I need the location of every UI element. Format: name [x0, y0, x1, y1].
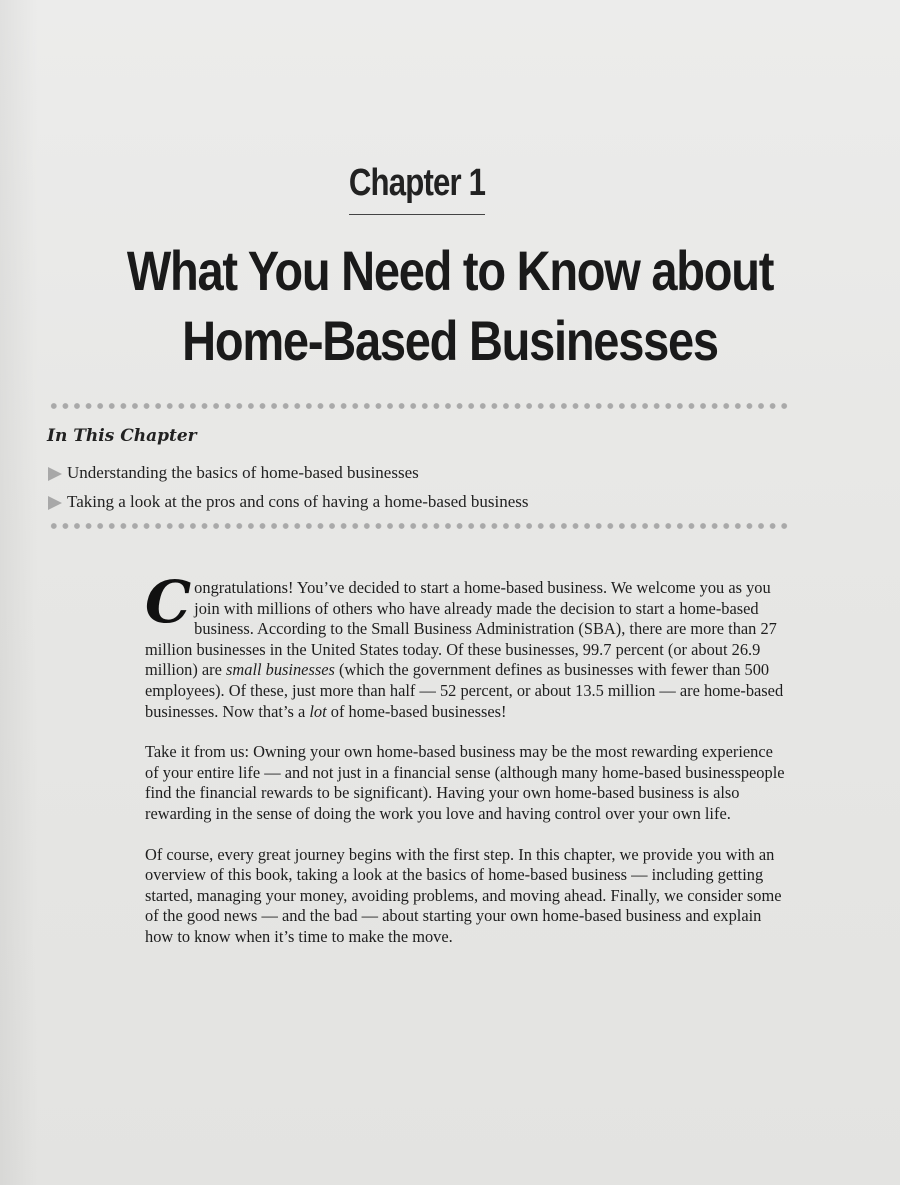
paragraph-1-text-a: ongratulations! You’ve decided to start a home-based business. We welcome you as you join with millions of others who have already made the decision to start a home-based business. According to the Small Business Administration (SBA), there are more than 27 million businesses in the United States today. Of these businesses, 99.7 percent (or about 26.9 million) are [145, 578, 777, 680]
paragraph-1-italic-lot: lot [309, 701, 327, 721]
list-item [48, 487, 528, 516]
body-text [145, 568, 790, 968]
chapter-topics-list [48, 458, 528, 516]
chapter-label: Chapter 1 [348, 162, 486, 204]
paragraph-1-text-b: (which the government defines as businesses with fewer than 500 employees). Of these, just more than half — 52 percent, or about 13.5 million — are home-based businesses. Now that’s a [145, 660, 784, 721]
list-item-text: Taking a look at the pros and cons of having a home-based business [67, 491, 529, 511]
paragraph-1-italic-small-businesses: small businesses [226, 660, 335, 680]
in-this-chapter-heading: In This Chapter [47, 426, 197, 446]
chapter-title-line-1: What You Need to Know about [126, 239, 774, 302]
dotted-divider-bottom [48, 522, 790, 530]
paragraph-1 [145, 568, 790, 722]
page-edge-shadow [0, 0, 38, 1185]
paragraph-3: Of course, every great journey begins with the first step. In this chapter, we provide you with an overview of this book, taking a look at the basics of home-based business — including getting started, managing your money, avoiding problems, and moving ahead. Finally, we consider some of the good news — and the bad — about starting your own home-based business and explain how to know when it’s time to make the move. [145, 844, 782, 946]
chapter-title-line-2: Home-Based Businesses [182, 309, 718, 372]
chapter-title [40, 236, 860, 376]
chapter-label-underline [349, 214, 485, 215]
paragraph-2: Take it from us: Owning your own home-based business may be the most rewarding experience of your entire life — and not just in a financial sense (although many home-based businesspeople find the financial rewards to be significant). Having your own home-based business is also rewarding in the sense of doing the work you love and having control over your own life. [145, 742, 785, 823]
paragraph-1-text-c: of home-based businesses! [326, 701, 507, 721]
list-item-text: Understanding the basics of home-based businesses [67, 462, 419, 482]
triangle-bullet-icon [48, 467, 62, 481]
dotted-divider-top [48, 402, 790, 410]
triangle-bullet-icon [48, 496, 62, 510]
drop-cap: C [145, 568, 192, 636]
list-item [48, 458, 528, 487]
